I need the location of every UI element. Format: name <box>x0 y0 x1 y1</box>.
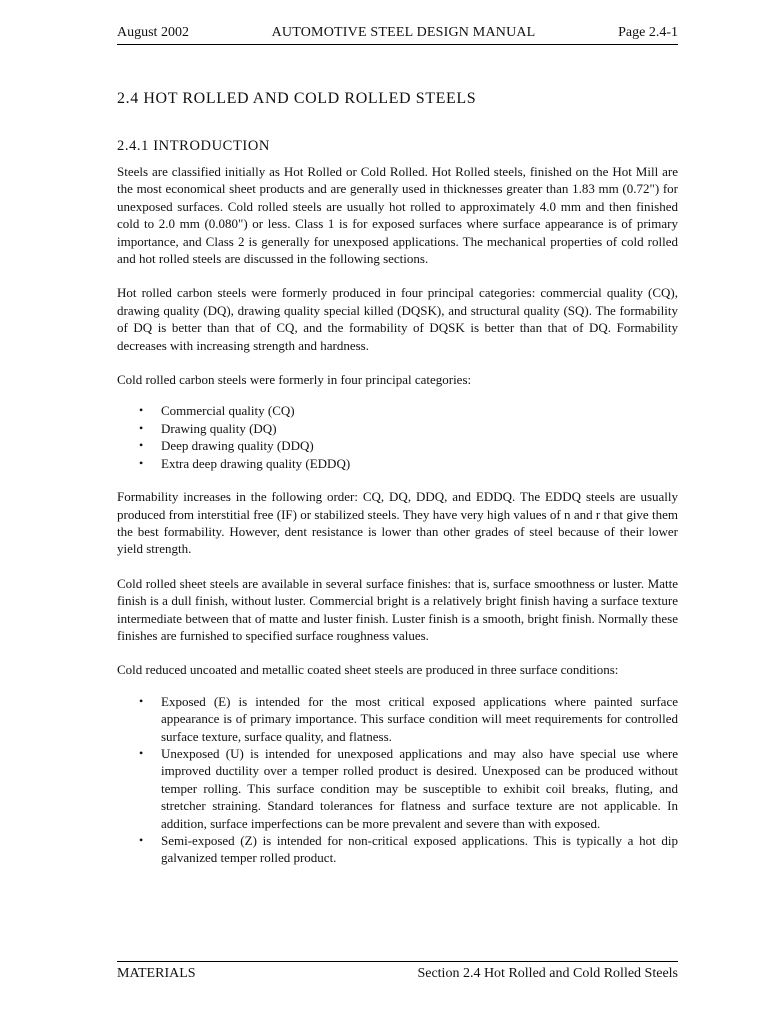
paragraph-formability: Formability increases in the following order: CQ, DQ, DDQ, and EDDQ. The EDDQ steels are usually produced from interstitial free (IF) or stabilized steels. They have very high values of n and r that give them the best formability. However, dent resistance is lower than other grades of steel because of their lower yield strength. <box>117 489 678 557</box>
bullet-icon: • <box>139 455 144 470</box>
list-item-text: Semi-exposed (Z) is intended for non-critical exposed applications. This is typically a hot dip galvanized temper rolled product. <box>161 833 678 866</box>
bullet-icon: • <box>139 833 144 847</box>
subsection-title: 2.4.1 INTRODUCTION <box>117 138 270 154</box>
bullet-icon: • <box>139 403 144 418</box>
list-item <box>117 693 678 745</box>
page-content <box>117 90 678 883</box>
list-item <box>117 402 678 419</box>
surface-conditions-list <box>117 693 678 867</box>
running-footer <box>117 961 678 982</box>
list-item-text: Deep drawing quality (DDQ) <box>161 438 314 454</box>
list-item <box>117 420 678 437</box>
bullet-icon: • <box>139 438 144 453</box>
header-date: August 2002 <box>117 25 189 40</box>
list-item <box>117 745 678 832</box>
running-header <box>117 24 678 45</box>
paragraph-classification: Steels are classified initially as Hot Rolled or Cold Rolled. Hot Rolled steels, finished on the Hot Mill are the most economical sheet products and are generally used in thicknesses greater than 1.83 mm (0.72") for unexposed surfaces. Cold rolled steels are usually hot rolled to approximately 4.0 mm and then finished cold to 2.0 mm (0.080") or less. Class 1 is for exposed surfaces where surface appearance is of primary importance, and Class 2 is generally for unexposed applications. The mechanical properties of cold rolled and hot rolled steels are discussed in the following sections. <box>117 164 678 267</box>
header-title: AUTOMOTIVE STEEL DESIGN MANUAL <box>271 25 536 40</box>
list-item-text: Commercial quality (CQ) <box>161 403 295 419</box>
paragraph-cold-rolled-intro: Cold rolled carbon steels were formerly in four principal categories: <box>117 372 472 388</box>
list-item-text: Unexposed (U) is intended for unexposed applications and may also have special use where improved ductility over a temper rolled product is desired. Unexposed can be produced without temper rolling. This surface condition may be susceptible to exhibit coil breaks, fluting, and stretcher straining. Standard tolerances for flatness and surface texture are not applicable. In addition, surface imperfections can be more prevalent and severe than with exposed. <box>161 745 678 831</box>
header-page-number: Page 2.4-1 <box>618 25 678 40</box>
list-item-text: Exposed (E) is intended for the most critical exposed applications where painted surface appearance is of primary importance. This surface condition will meet requirements for controlled surface texture, surface quality, and flatness. <box>161 693 678 744</box>
bullet-icon: • <box>139 745 144 760</box>
paragraph-hot-rolled: Hot rolled carbon steels were formerly produced in four principal categories: commercial quality (CQ), drawing quality (DQ), drawing quality special killed (DQSK), and structural quality (SQ). The formability of DQ is better than that of CQ, and the formability of DQSK is better than that of DQ. Formability decreases with increasing strength and hardness. <box>117 285 678 353</box>
list-item <box>117 832 678 867</box>
footer-section: Section 2.4 Hot Rolled and Cold Rolled Steels <box>417 966 678 981</box>
list-item-text: Drawing quality (DQ) <box>161 420 277 436</box>
bullet-icon: • <box>139 420 144 435</box>
footer-chapter: MATERIALS <box>117 966 196 981</box>
list-item-text: Extra deep drawing quality (EDDQ) <box>161 455 351 471</box>
section-title: 2.4 HOT ROLLED AND COLD ROLLED STEELS <box>117 90 477 107</box>
list-item <box>117 437 678 454</box>
paragraph-surface-conditions-intro: Cold reduced uncoated and metallic coated sheet steels are produced in three surface conditions: <box>117 662 619 678</box>
list-item <box>117 455 678 472</box>
bullet-icon: • <box>139 693 144 708</box>
quality-list <box>117 402 678 472</box>
paragraph-surface-finishes: Cold rolled sheet steels are available in several surface finishes: that is, surface smoothness or luster. Matte finish is a dull finish, without luster. Commercial bright is a relatively bright finish having a surface texture intermediate between that of matte and luster finish. Luster finish is a smooth, bright finish. Normally these finishes are furnished to specified surface roughness values. <box>117 575 678 643</box>
